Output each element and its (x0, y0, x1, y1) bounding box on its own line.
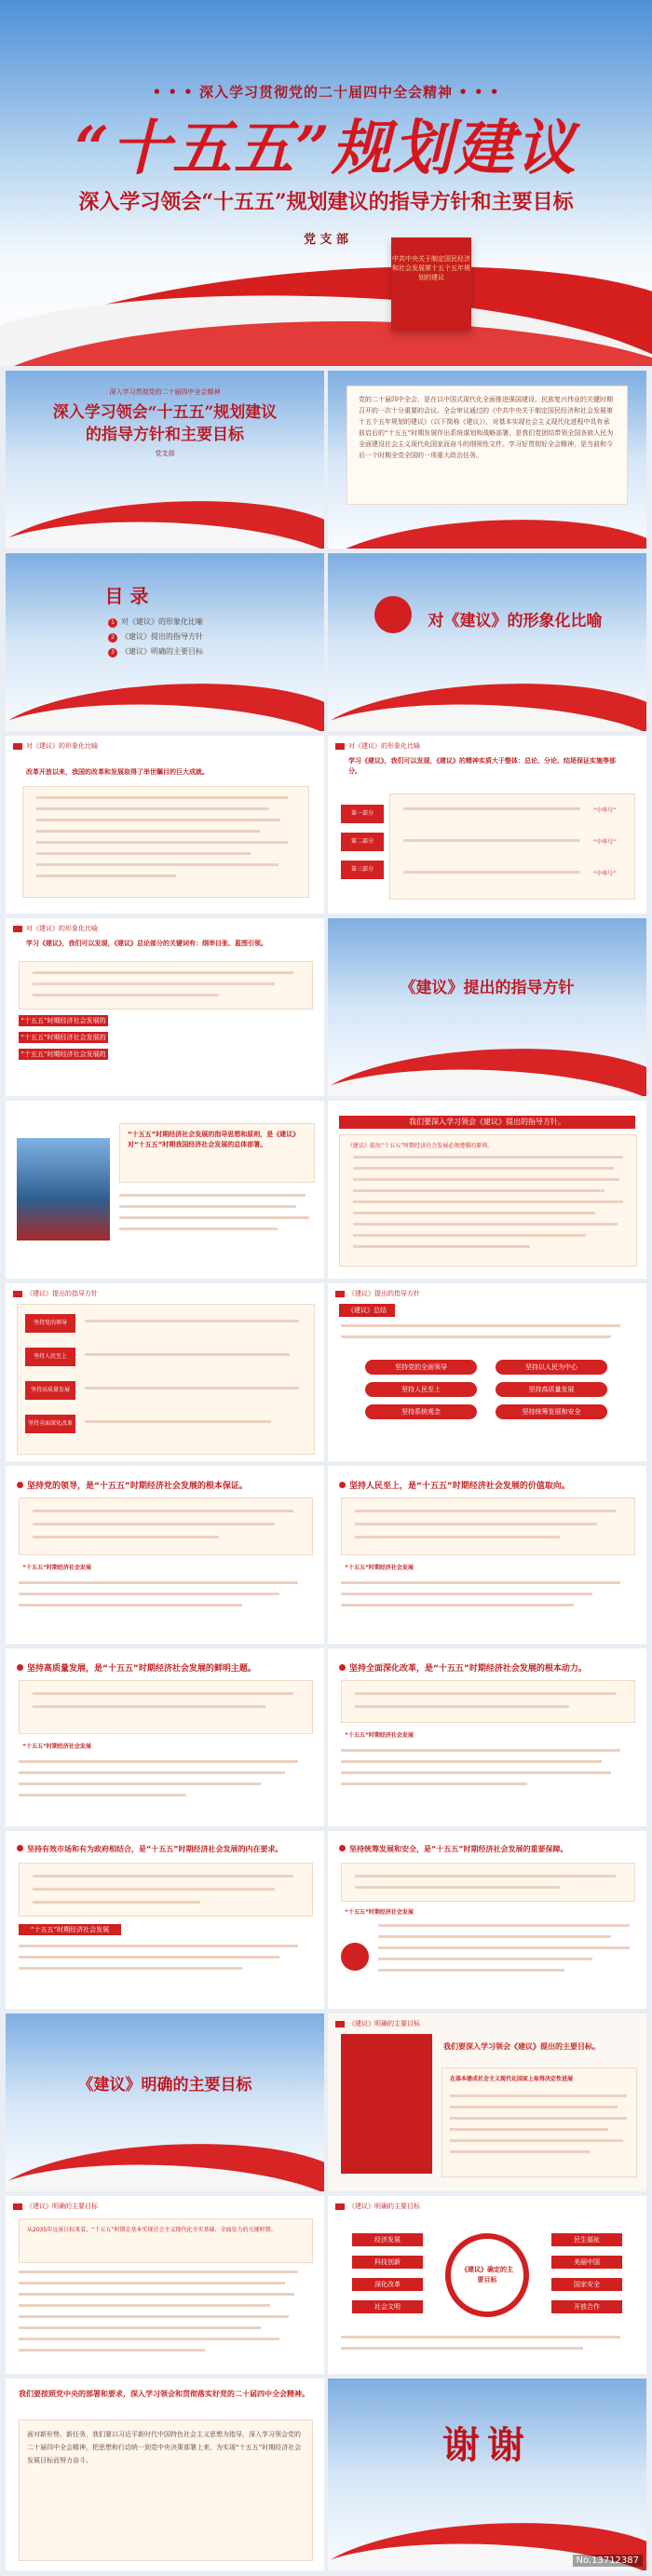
tag-label: “中华号” (593, 871, 617, 877)
text-line (341, 1593, 592, 1595)
text-line (341, 1783, 527, 1785)
text-line (36, 830, 260, 833)
slide-metaphor-3 (6, 918, 324, 1096)
principle-heading: 坚持统筹发展和安全，是“十五五”时期经济社会发展的重要保障。 (339, 1844, 637, 1854)
text-line (355, 1510, 616, 1512)
section-title: 《建议》明确的主要目标 (77, 2076, 252, 2095)
side-label: 坚持党的领导 (25, 1314, 75, 1333)
quote-text: “十五五”时期经济社会发展的指导思想和原则，是《建议》对“十五五”时期我国经济社会发展的总体部署。 (128, 1131, 300, 1148)
red-wave-decoration (328, 511, 646, 549)
slide-header: 《建议》明确的主要目标 (13, 2202, 98, 2211)
text-line (33, 1875, 293, 1878)
slide-title-line2: 的指导方针和主要目标 (86, 426, 244, 444)
text-line (19, 1945, 298, 1947)
text-line (353, 1212, 595, 1214)
text-line (19, 1794, 186, 1796)
contents-item[interactable] (108, 630, 276, 644)
text-line (33, 1536, 219, 1539)
contents-item-label: 《建议》明确的主要目标 (121, 647, 203, 656)
text-line (341, 1760, 602, 1763)
text-line (119, 1194, 306, 1197)
text-line (19, 2293, 294, 2296)
banner: 我们要深入学习领会《建议》提出的主要目标。 (443, 2042, 600, 2051)
text-line (378, 1935, 611, 1938)
intro-text: 党的二十届四中全会，是在以中国式现代化全面推进强国建设、民族复兴伟业的关键时期召开的一次十分重要的会议。全会审议通过的《中共中央关于制定国民经济和社会发展第十五个五年规划的建议》（以下简称《建议》），对基本实现社会主义现代化进程中具有承前启后的“十五五”时期发展作出系统谋划和战略部署，是我们党团结带领全国各族人民为全面建设社会主义现代化国家而奋斗的纲领性文件。学习好贯彻好全会精神，是当前和今后一个时期全党全国的一项重大政治任务。 (359, 396, 614, 459)
text-line (353, 1245, 530, 1248)
text-line (19, 2326, 261, 2329)
text-line (36, 796, 288, 799)
slide-top-line: 深入学习贯彻党的二十届四中全会精神 (109, 388, 221, 396)
content-card (19, 1863, 313, 1917)
text-line (341, 1771, 611, 1774)
text-line (403, 807, 580, 810)
text-line (378, 1958, 592, 1960)
text-line (33, 994, 219, 997)
lead-text: 从2035年远景目标来看，“十五五”时期是基本实现社会主义现代化夯实基础、全面发力的关键时期。 (27, 2227, 277, 2233)
target-label: 社会文明 (352, 2300, 423, 2313)
text-line (19, 1967, 242, 1970)
subheading: 在基本建成社会主义现代化国家上取得决定性进展 (450, 2076, 574, 2082)
text-line (119, 1227, 278, 1230)
content-card (22, 786, 309, 898)
body-text: 面对新形势、新任务，我们要以习近平新时代中国特色社会主义思想为指导，深入学习领会党的二十届四中全会精神，把思想和行动统一到党中央决策部署上来，为实现“十五五”时期经济社会发展目标而努力奋斗。 (27, 2431, 302, 2464)
slide-conclusion (6, 2379, 324, 2570)
text-line (119, 1205, 296, 1208)
target-label: 经济发展 (352, 2233, 423, 2246)
text-line (36, 841, 288, 844)
text-line (450, 2128, 608, 2131)
slide-target-2 (6, 2196, 324, 2374)
thanks-title: 谢谢 (442, 2423, 532, 2467)
lead-text: 学习《建议》，我们可以发现，《建议》总论部分的关键词有：纲举目张、蓝图引领。 (26, 940, 267, 947)
number-badge: 3 (108, 648, 117, 658)
banner: 我们要深入学习领会《建议》提出的指导方针。 (339, 1116, 635, 1129)
slide-principle-2 (328, 1466, 646, 1644)
slide-title-line1: 深入学习领会“十五五”规划建议 (52, 403, 278, 422)
text-line (36, 852, 251, 855)
slide-section-3 (6, 2013, 324, 2191)
banner: 我们要按照党中央的部署和要求，深入学习领会和贯彻落实好党的二十届四中全会精神。 (19, 2390, 309, 2398)
target-label: 民生福祉 (551, 2233, 622, 2246)
text-line (36, 807, 269, 810)
hero-main-title: 深入学习领会“十五五”规划建议的指导方针和主要目标 (78, 190, 574, 214)
subheading: “十五五”时期经济社会发展 (345, 1565, 414, 1571)
number-badge: 1 (108, 618, 117, 628)
target-label: 国家安全 (551, 2278, 622, 2291)
subheading: “十五五”时期经济社会发展 (345, 1909, 414, 1916)
text-line (19, 1783, 261, 1785)
tag-label: “中华号” (593, 839, 617, 846)
text-line (33, 1901, 200, 1904)
slide-header: 《建议》提出的指导方针 (13, 1289, 98, 1298)
slide-header: 《建议》明确的主要目标 (335, 2019, 420, 2028)
text-line (341, 1581, 620, 1584)
text-line (450, 2095, 627, 2097)
proposal-book-image (341, 2034, 432, 2174)
text-line (355, 1705, 569, 1708)
text-line (341, 2336, 620, 2339)
row-label: “十五五”时期经济社会发展的 (19, 1015, 108, 1026)
content-card (17, 1304, 315, 1455)
text-line (355, 1523, 597, 1525)
hero-top-line: • • • 深入学习贯彻党的二十届四中全会精神 • • • (152, 84, 500, 101)
slide-guideline-4 (328, 1283, 646, 1461)
slide-contents (6, 553, 324, 731)
text-line (19, 1760, 298, 1763)
hero-big-title: “十五五”规划建议 (75, 114, 577, 183)
text-line (341, 1604, 574, 1607)
content-card (441, 2068, 637, 2177)
slide-header: 对《建议》的形象化比喻 (13, 924, 98, 933)
slide-principle-1 (6, 1466, 324, 1644)
contents-item[interactable] (108, 644, 276, 659)
summary-badge: 《建议》总结 (339, 1304, 395, 1317)
principle-pill: 坚持系统观念 (365, 1404, 477, 1419)
slide-header: 《建议》提出的指导方针 (335, 1289, 420, 1298)
text-line (353, 1178, 619, 1181)
row-label: “十五五”时期经济社会发展的 (19, 1032, 108, 1043)
content-card (19, 1680, 313, 1734)
slide-guideline-3 (6, 1283, 324, 1461)
slide-guideline-2 (328, 1101, 646, 1279)
center-label: 《建议》确定的主要目标 (461, 2266, 513, 2284)
text-line (33, 1705, 265, 1708)
content-card (339, 1134, 637, 1267)
text-line (450, 2117, 627, 2120)
content-card (389, 793, 635, 900)
slide-section-1 (328, 553, 646, 731)
text-line (33, 971, 293, 974)
content-card (341, 1680, 635, 1723)
part-box: 第一部分 (341, 805, 384, 823)
slide-header: 对《建议》的形象化比喻 (335, 741, 420, 751)
slide-metaphor-1 (6, 736, 324, 914)
principle-pill: 坚持高质量发展 (496, 1382, 607, 1397)
hero-cover-slide (0, 0, 652, 366)
text-line (378, 1969, 564, 1972)
text-line (19, 1771, 285, 1774)
side-label: 坚持全面深化改革 (25, 1415, 75, 1433)
text-line (19, 2282, 285, 2285)
text-line (33, 1510, 293, 1512)
slide-header: 对《建议》的形象化比喻 (13, 741, 98, 751)
text-line (19, 2304, 270, 2307)
slide-principle-3 (6, 1648, 324, 1826)
principle-heading: 坚持人民至上，是“十五五”时期经济社会发展的价值取向。 (339, 1479, 637, 1491)
content-card (19, 1498, 313, 1555)
lead-text: 改革开放以来，我国的改革和发展取得了举世瞩目的巨大成就。 (26, 768, 209, 776)
text-line (19, 1593, 279, 1595)
subheading: “十五五”时期经济社会发展 (22, 1743, 91, 1750)
slide-metaphor-2 (328, 736, 646, 914)
text-line (19, 2271, 298, 2273)
watermark: No.13712387 (573, 2555, 644, 2567)
side-label: 坚持高质量发展 (25, 1381, 75, 1400)
slide-principle-5 (6, 1831, 324, 2009)
proposal-book-image (391, 237, 471, 331)
side-label: 坚持人民至上 (25, 1348, 75, 1366)
text-line (353, 1234, 586, 1237)
center-circle (445, 2233, 529, 2317)
principle-heading: 坚持全面深化改革，是“十五五”时期经济社会发展的根本动力。 (339, 1661, 637, 1674)
text-line (341, 1749, 620, 1752)
text-line (353, 1167, 614, 1170)
target-label: 美丽中国 (551, 2256, 622, 2269)
person-icon (341, 1943, 369, 1971)
slide-section-2 (328, 918, 646, 1096)
text-line (33, 1692, 293, 1695)
slide-header: 《建议》明确的主要目标 (335, 2202, 420, 2211)
slide-thanks (328, 2379, 646, 2570)
number-badge: 2 (108, 633, 117, 643)
principle-heading: 坚持有效市场和有为政府相结合，是“十五五”时期经济社会发展的内在要求。 (17, 1844, 315, 1854)
slide-principle-6 (328, 1831, 646, 2009)
slide-title (6, 371, 324, 549)
content-card (19, 2420, 313, 2561)
text-line (355, 1886, 560, 1889)
text-line (450, 2106, 618, 2108)
slide-target-3 (328, 2196, 646, 2374)
contents-title: 目 录 (104, 585, 149, 607)
hero-organization: 党 支 部 (303, 233, 349, 247)
part-box: 第三部分 (341, 861, 384, 879)
text-line (403, 871, 580, 874)
text-line (355, 1875, 616, 1878)
content-card (19, 961, 313, 1010)
text-line (450, 2139, 623, 2142)
text-line (378, 1924, 630, 1927)
quote-card (119, 1123, 315, 1183)
book-cover-text: 中共中央关于制定国民经济和社会发展第十五个五年规划的建议 (392, 255, 470, 281)
contents-item-label: 《建议》提出的指导方针 (121, 632, 203, 641)
text-line (341, 1324, 620, 1327)
text-line (33, 1523, 275, 1525)
text-line (19, 2315, 289, 2318)
row-label: “十五五”时期经济社会发展的主要目标 (19, 1049, 108, 1060)
section-title: 对《建议》的形象化比喻 (428, 612, 603, 630)
text-line (403, 839, 580, 842)
content-card (341, 1863, 635, 1902)
text-line (36, 819, 280, 821)
text-line (450, 2150, 590, 2153)
text-line (341, 2347, 583, 2350)
principle-heading: 坚持党的领导，是“十五五”时期经济社会发展的根本保证。 (17, 1479, 315, 1491)
contents-item[interactable] (108, 615, 276, 630)
text-line (85, 1387, 299, 1390)
text-line (19, 2349, 205, 2352)
text-line (85, 1320, 299, 1322)
lead-text: 《建议》提出“十五五”时期经济社会发展必须遵循的原则。 (347, 1143, 494, 1149)
target-label: 科技创新 (352, 2256, 423, 2269)
part-box: 第二部分 (341, 833, 384, 851)
tag-label: “中华号” (593, 807, 617, 814)
lead-text: 学习《建议》，我们可以发现，《建议》的精神实质大于整体：总论、分论、结尾保证实施等部分。 (348, 757, 616, 775)
text-line (85, 1420, 271, 1423)
principle-pill: 坚持人民至上 (365, 1382, 477, 1397)
text-line (355, 1692, 616, 1695)
text-line (19, 2338, 279, 2340)
text-line (119, 1216, 309, 1219)
text-line (19, 1581, 298, 1584)
content-card (341, 1498, 635, 1555)
text-line (19, 1956, 279, 1959)
text-line (341, 1335, 611, 1338)
text-line (353, 1189, 604, 1192)
text-line (378, 1946, 630, 1949)
principle-pill: 坚持以人民为中心 (496, 1360, 607, 1375)
principle-pill: 坚持统筹发展和安全 (496, 1404, 607, 1419)
slide-principle-4 (328, 1648, 646, 1826)
content-card (19, 2218, 313, 2263)
text-line (36, 874, 176, 877)
slide-target-1 (328, 2013, 646, 2191)
section-title: 《建议》提出的指导方针 (400, 979, 575, 997)
slide-intro (328, 371, 646, 549)
text-line (33, 983, 275, 985)
text-line (85, 1353, 290, 1356)
subheading: “十五五”时期经济社会发展 (345, 1732, 414, 1739)
target-label: 开放合作 (551, 2300, 622, 2313)
text-line (353, 1223, 618, 1226)
principle-pill: 坚持党的全面领导 (365, 1360, 477, 1375)
slide-guideline-1 (6, 1101, 324, 1279)
contents-list (108, 615, 276, 659)
text-line (353, 1200, 623, 1203)
slide-org: 党支部 (155, 450, 175, 457)
contents-item-label: 对《建议》的形象化比喻 (121, 617, 203, 626)
text-line (19, 1604, 242, 1607)
subheading: “十五五”时期经济社会发展 (19, 1924, 121, 1935)
intro-card (346, 386, 628, 505)
subheading: “十五五”时期经济社会发展 (22, 1565, 91, 1571)
ship-photo (17, 1138, 110, 1241)
text-line (36, 863, 278, 866)
text-line (355, 1536, 560, 1539)
principle-heading: 坚持高质量发展，是“十五五”时期经济社会发展的鲜明主题。 (17, 1661, 315, 1674)
target-label: 深化改革 (352, 2278, 423, 2291)
text-line (353, 1156, 623, 1159)
text-line (33, 1888, 275, 1891)
